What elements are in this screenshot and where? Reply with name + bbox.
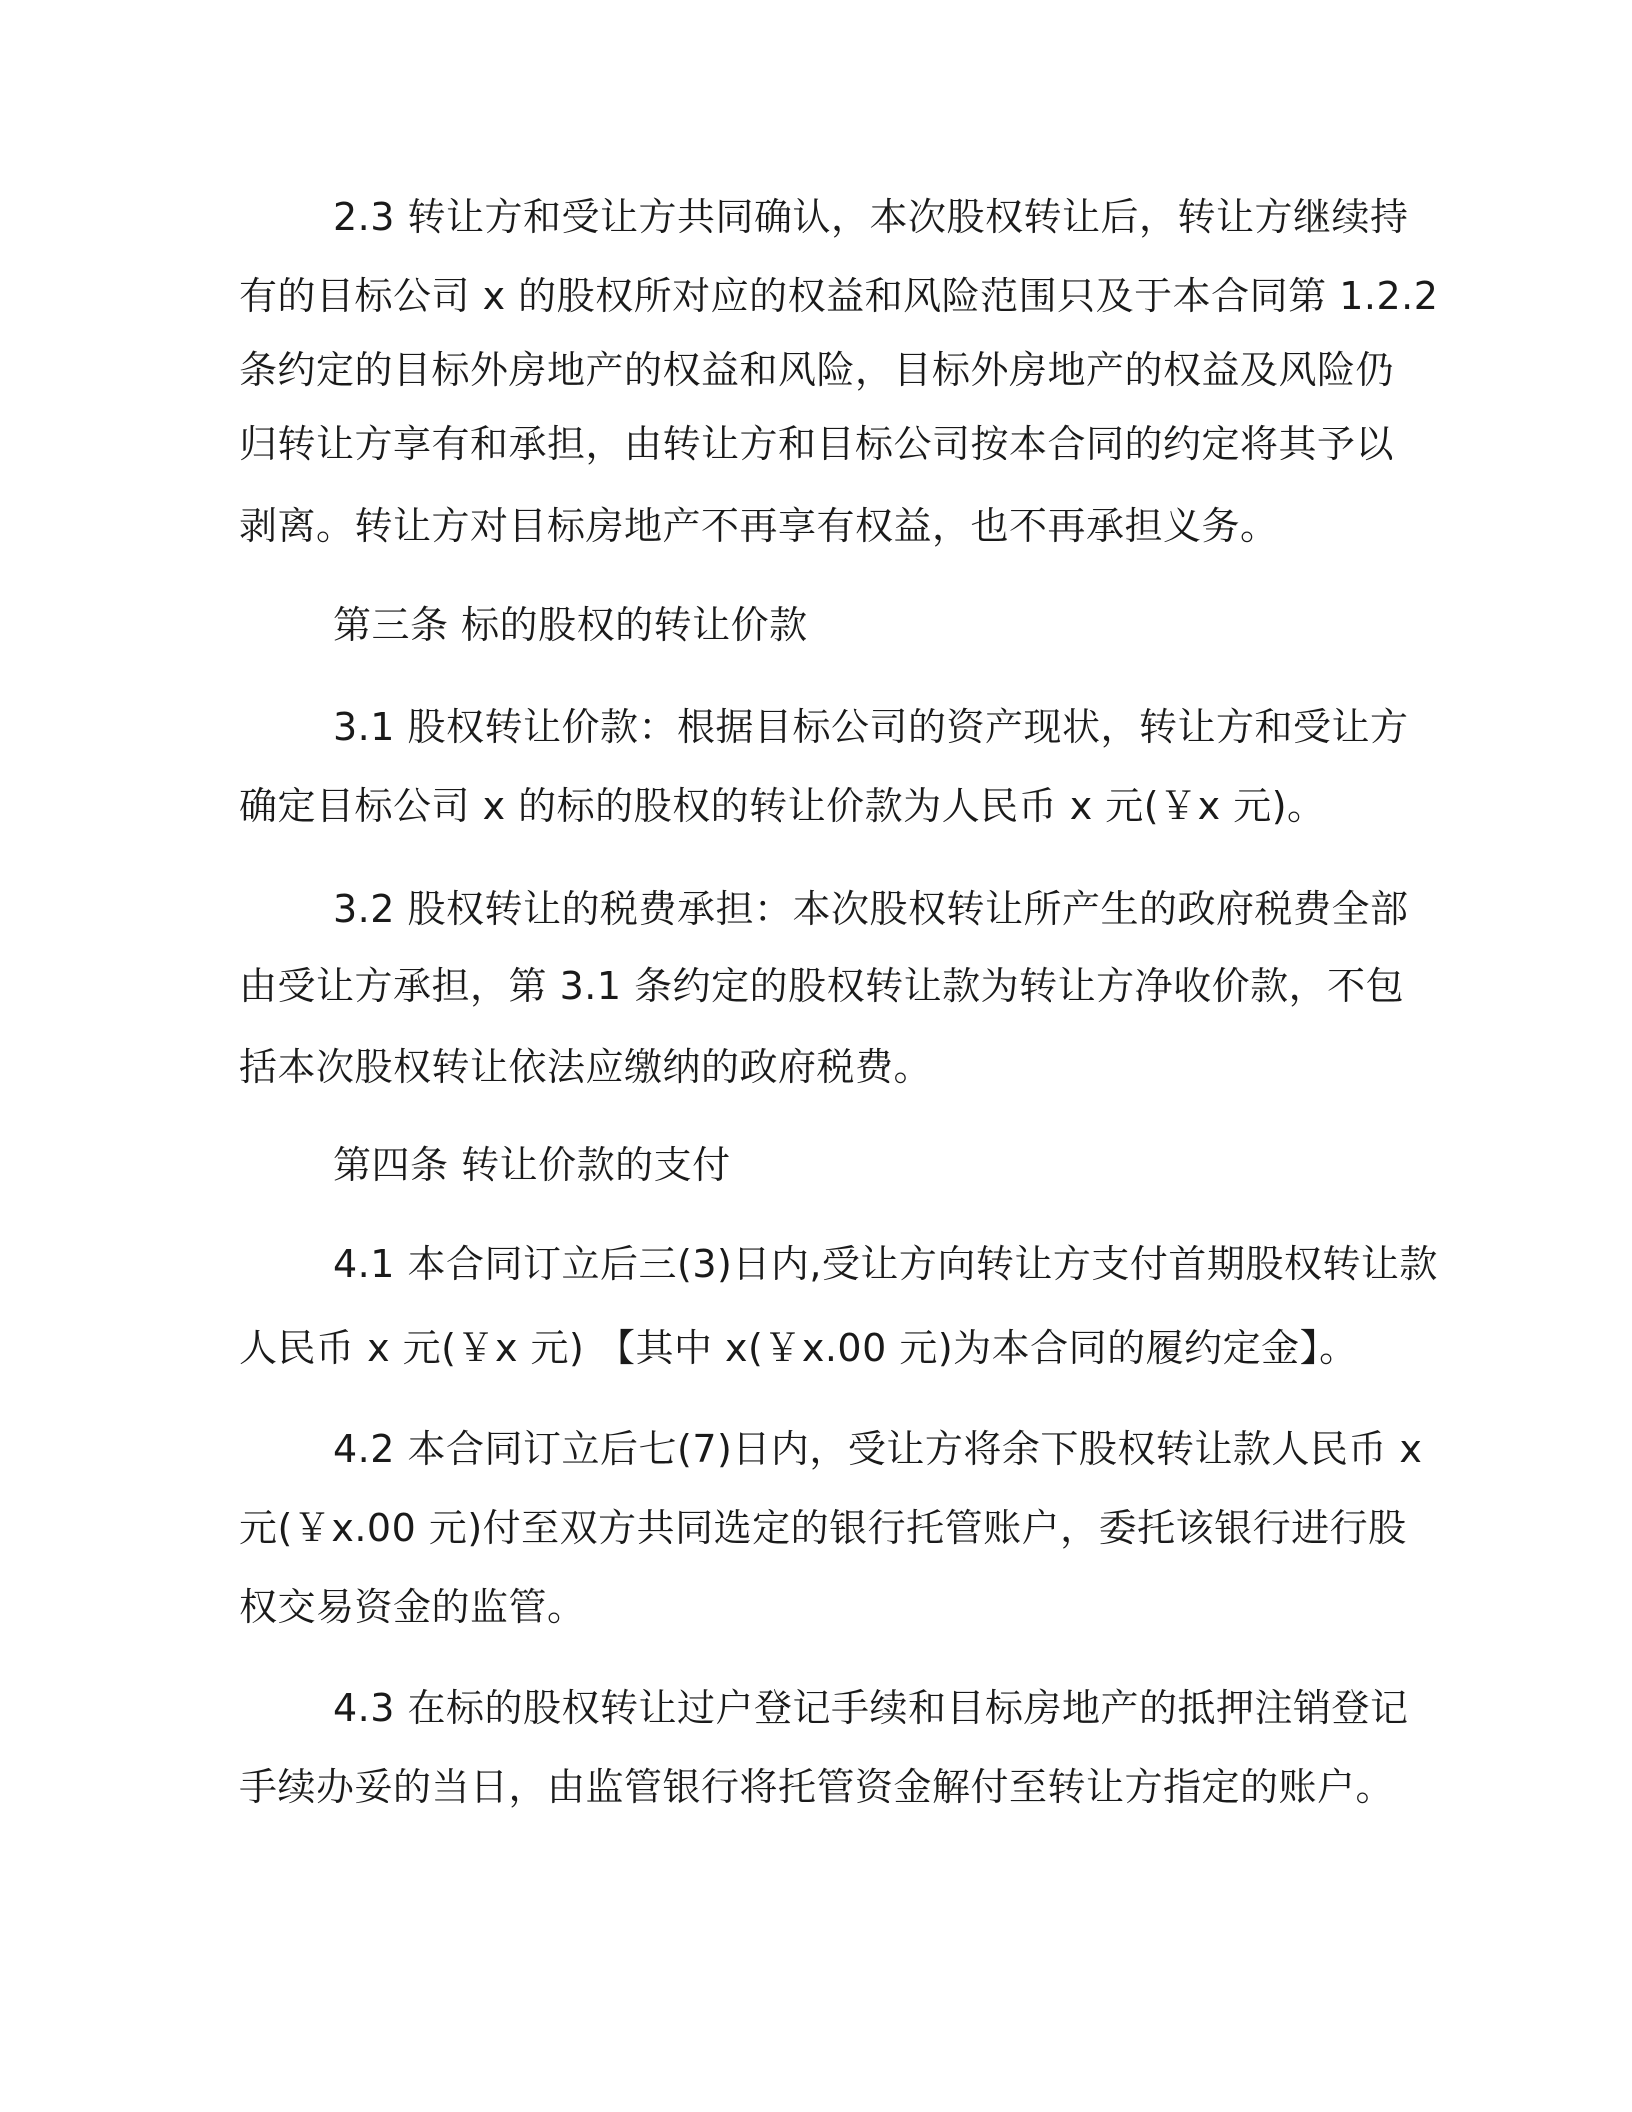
- clause-line: 由受让方承担，第 3.1 条约定的股权转让款为转让方净收价款，不包: [239, 964, 1405, 1008]
- clause-line: 4.3 在标的股权转让过户登记手续和目标房地产的抵押注销登记: [333, 1686, 1409, 1730]
- section-heading: 第三条 标的股权的转让价款: [333, 603, 808, 647]
- clause-line: 归转让方享有和承担，由转让方和目标公司按本合同的约定将其予以: [239, 422, 1395, 466]
- clause-line: 有的目标公司 x 的股权所对应的权益和风险范围只及于本合同第 1.2.2: [239, 274, 1439, 318]
- section-heading: 第四条 转让价款的支付: [333, 1143, 731, 1187]
- clause-line: 3.2 股权转让的税费承担：本次股权转让所产生的政府税费全部: [333, 887, 1409, 931]
- clause-line: 4.1 本合同订立后三(3)日内,受让方向转让方支付首期股权转让款: [333, 1242, 1438, 1286]
- clause-line: 条约定的目标外房地产的权益和风险，目标外房地产的权益及风险仍: [239, 348, 1395, 392]
- clause-line: 权交易资金的监管。: [239, 1585, 586, 1629]
- clause-line: 手续办妥的当日，由监管银行将托管资金解付至转让方指定的账户。: [239, 1765, 1395, 1809]
- clause-line: 确定目标公司 x 的标的股权的转让价款为人民币 x 元(￥x 元)。: [239, 784, 1326, 828]
- clause-line: 人民币 x 元(￥x 元) 【其中 x(￥x.00 元)为本合同的履约定金】。: [239, 1326, 1358, 1370]
- clause-line: 3.1 股权转让价款：根据目标公司的资产现状，转让方和受让方: [333, 705, 1409, 749]
- clause-line: 括本次股权转让依法应缴纳的政府税费。: [239, 1045, 933, 1089]
- clause-line: 元(￥x.00 元)付至双方共同选定的银行托管账户，委托该银行进行股: [239, 1506, 1407, 1550]
- clause-line: 2.3 转让方和受让方共同确认，本次股权转让后，转让方继续持: [333, 195, 1409, 239]
- clause-line: 4.2 本合同订立后七(7)日内，受让方将余下股权转让款人民币 x: [333, 1427, 1423, 1471]
- clause-line: 剥离。转让方对目标房地产不再享有权益，也不再承担义务。: [239, 504, 1279, 548]
